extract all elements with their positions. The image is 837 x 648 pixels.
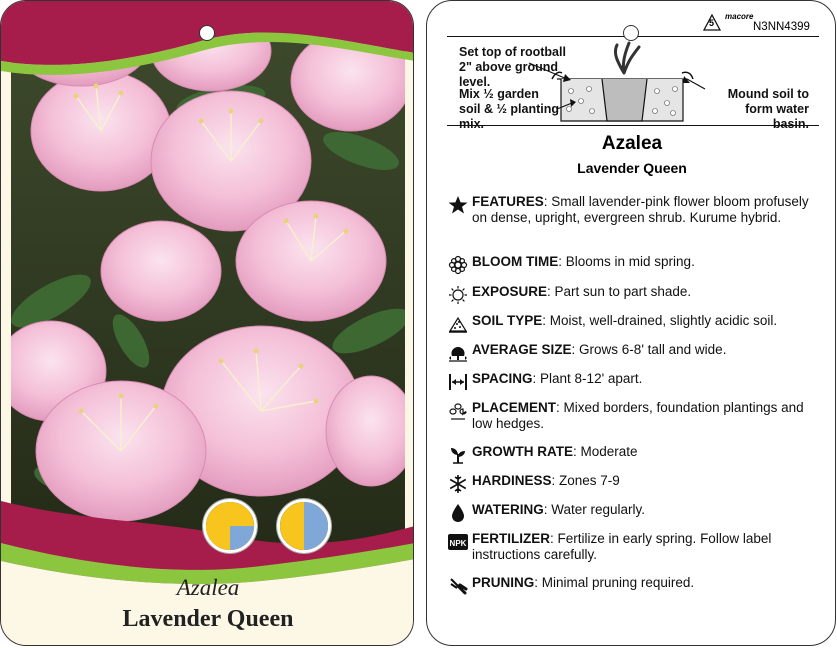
npk-icon — [447, 531, 469, 553]
water-drop-icon — [447, 502, 469, 524]
row-text: Moderate — [580, 444, 638, 459]
row-label: FEATURES — [472, 194, 544, 209]
spacing-row: SPACING: Plant 8-12' apart. — [447, 371, 817, 393]
features-row: FEATURES: Small lavender-pink flower bloom profusely on dense, upright, evergreen shrub. Kurume hybrid. — [447, 194, 817, 225]
row-text: Small lavender-pink flower bloom profusely on dense, upright, evergreen shrub. Kurume hybrid. — [472, 194, 809, 225]
row-label: SOIL TYPE — [472, 313, 543, 328]
hang-hole — [199, 25, 215, 41]
hardiness-row: HARDINESS: Zones 7-9 — [447, 473, 817, 495]
recycle-brand: macore — [725, 12, 754, 21]
soil-icon — [447, 313, 469, 335]
recycle-logo — [703, 14, 721, 32]
row-label: WATERING — [472, 502, 544, 517]
sprout-icon — [447, 444, 469, 466]
row-label: GROWTH RATE — [472, 444, 573, 459]
row-text: Blooms in mid spring. — [565, 254, 695, 269]
diagram-label-right: Mound soil to form water basin. — [727, 87, 809, 131]
placement-row: PLACEMENT: Mixed borders, foundation plantings and low hedges. — [447, 400, 817, 431]
diagram-divider — [447, 125, 819, 126]
row-text: Minimal pruning required. — [541, 575, 695, 590]
row-label: EXPOSURE — [472, 284, 548, 299]
growth-rate-row: GROWTH RATE: Moderate — [447, 444, 817, 466]
row-text: Moist, well-drained, slightly acidic soil. — [549, 313, 778, 328]
row-label: BLOOM TIME — [472, 254, 559, 269]
row-label: FERTILIZER — [472, 531, 550, 546]
spacing-icon — [447, 371, 469, 393]
hang-hole — [623, 25, 639, 41]
back-tag — [426, 0, 836, 646]
top-band — [1, 1, 414, 91]
fertilizer-row: NPK FERTILIZER: Fertilize in early spring. Follow label instructions carefully. — [447, 531, 817, 562]
row-label: PLACEMENT — [472, 400, 556, 415]
pruning-row: PRUNING: Minimal pruning required. — [447, 575, 817, 597]
back-title: Azalea — [601, 133, 663, 154]
front-variety: Lavender Queen — [122, 606, 294, 632]
diagram-label-top: Set top of rootball 2" above ground level. — [459, 45, 566, 89]
watering-row: WATERING: Water regularly. — [447, 502, 817, 524]
part-sun-swatch — [277, 499, 331, 553]
svg-text:NPK: NPK — [449, 539, 467, 548]
row-text: Plant 8-12' apart. — [540, 371, 643, 386]
recycle-code: 5 — [709, 18, 715, 28]
soil-type-row: SOIL TYPE: Moist, well-drained, slightly acidic soil. — [447, 313, 817, 335]
sun-icon — [447, 284, 469, 306]
sku-number: N3NN4399 — [753, 21, 810, 33]
row-label: PRUNING — [472, 575, 535, 590]
sun-shade-swatch — [203, 499, 257, 553]
row-text: Fertilize in early spring. Follow label instructions carefully. — [472, 531, 772, 562]
row-label: AVERAGE SIZE — [472, 342, 572, 357]
front-tag — [0, 0, 414, 646]
pruners-icon — [447, 575, 469, 597]
flower-icon — [447, 254, 469, 276]
flower-photo — [11, 11, 405, 551]
snowflake-icon — [447, 473, 469, 495]
row-text: Part sun to part shade. — [554, 284, 692, 299]
row-text: Grows 6-8' tall and wide. — [579, 342, 727, 357]
shrub-size-icon — [447, 342, 469, 364]
back-subtitle: Lavender Queen — [577, 160, 687, 176]
placement-icon — [447, 400, 469, 422]
row-text: Zones 7-9 — [559, 473, 620, 488]
exposure-row: EXPOSURE: Part sun to part shade. — [447, 284, 817, 306]
bloom-time-row: BLOOM TIME: Blooms in mid spring. — [447, 254, 817, 276]
star-icon — [447, 194, 469, 216]
front-plant-name: Azalea — [176, 575, 240, 600]
row-label: SPACING — [472, 371, 533, 386]
diagram-label-left: Mix ½ garden soil & ½ planting mix. — [459, 87, 560, 131]
row-text: Mixed borders, foundation plantings and low hedges. — [472, 400, 804, 431]
row-text: Water regularly. — [551, 502, 646, 517]
row-label: HARDINESS — [472, 473, 552, 488]
average-size-row: AVERAGE SIZE: Grows 6-8' tall and wide. — [447, 342, 817, 364]
